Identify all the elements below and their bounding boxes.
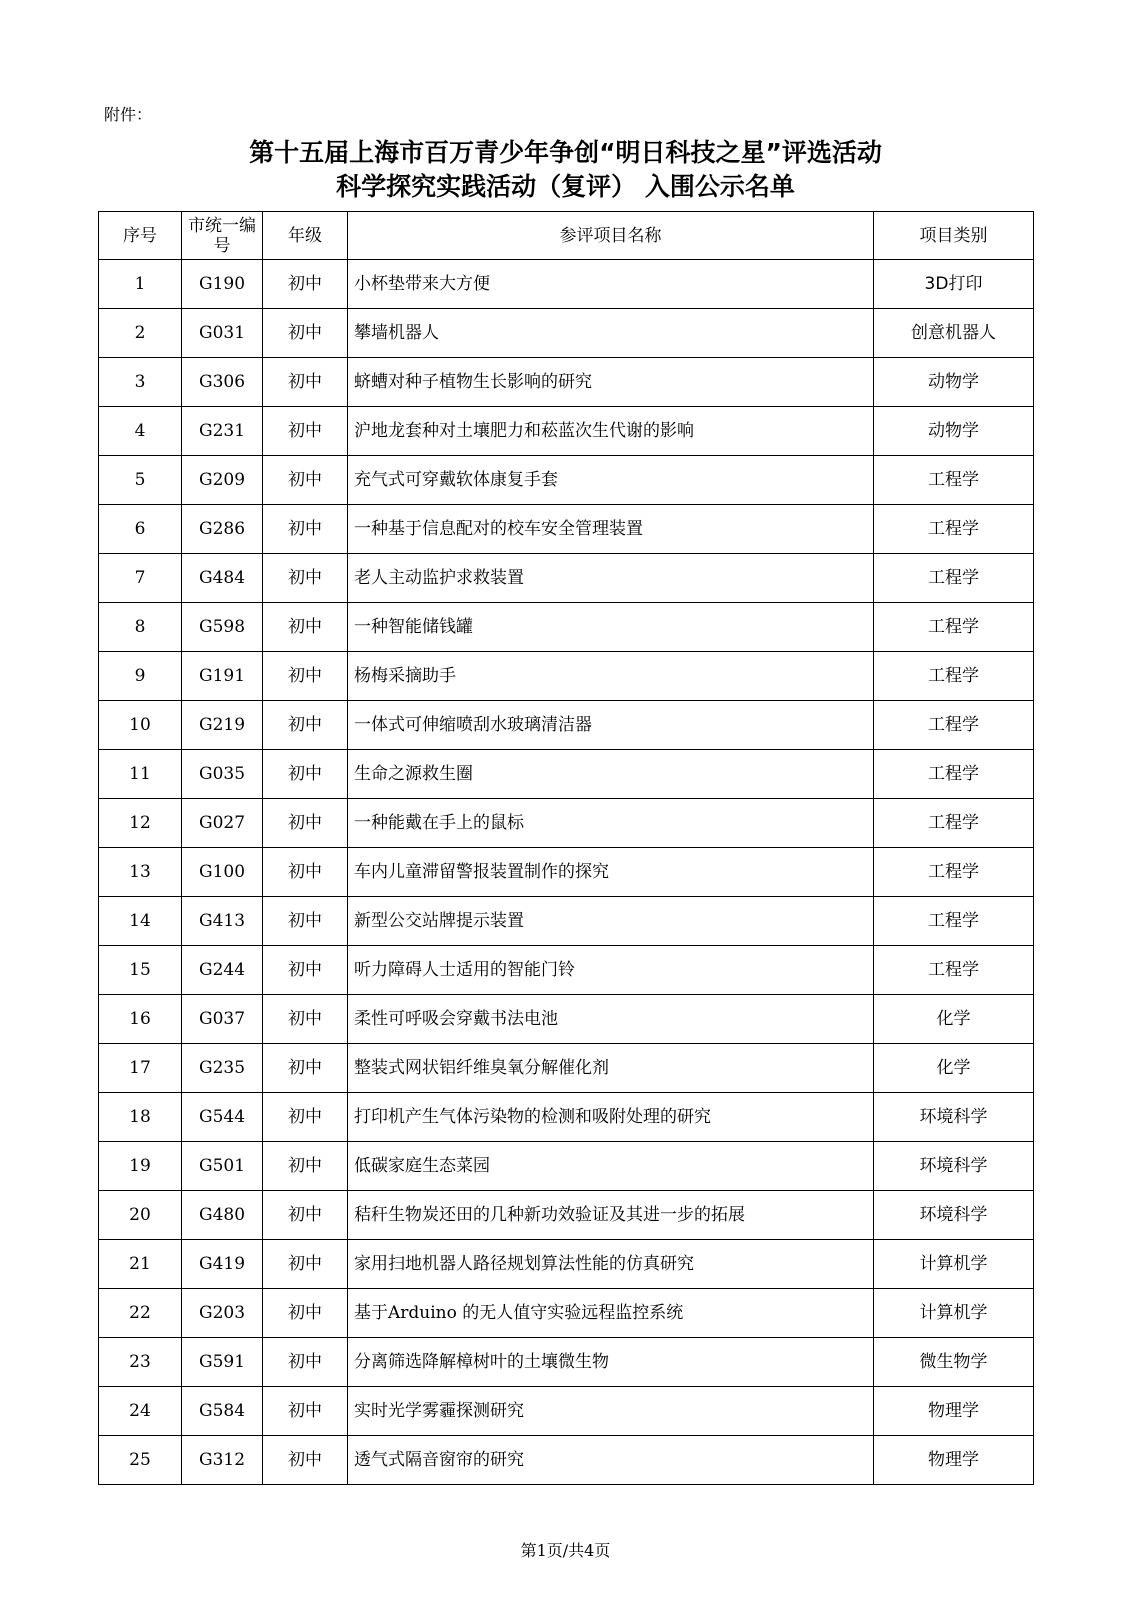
row-grade: 初中 — [263, 309, 348, 358]
row-code: G235 — [182, 1044, 263, 1093]
row-code: G219 — [182, 701, 263, 750]
row-project-name: 车内儿童滞留警报装置制作的探究 — [348, 848, 874, 897]
row-no: 22 — [99, 1289, 182, 1338]
document-subtitle: 科学探究实践活动（复评） 入围公示名单 — [336, 172, 795, 201]
row-project-name: 分离筛选降解樟树叶的土壤微生物 — [348, 1338, 874, 1387]
row-project-name: 打印机产生气体污染物的检测和吸附处理的研究 — [348, 1093, 874, 1142]
row-code: G035 — [182, 750, 263, 799]
row-no: 24 — [99, 1387, 182, 1436]
table-row — [99, 260, 1034, 309]
header-category: 项目类别 — [874, 212, 1034, 260]
row-category: 工程学 — [874, 456, 1034, 505]
row-grade: 初中 — [263, 1093, 348, 1142]
row-code: G209 — [182, 456, 263, 505]
row-grade: 初中 — [263, 652, 348, 701]
header-grade: 年级 — [263, 212, 348, 260]
row-code: G286 — [182, 505, 263, 554]
row-grade: 初中 — [263, 1240, 348, 1289]
row-project-name: 一体式可伸缩喷刮水玻璃清洁器 — [348, 701, 874, 750]
row-grade: 初中 — [263, 1142, 348, 1191]
attachment-label: 附件： — [104, 105, 153, 124]
document-title: 第十五届上海市百万青少年争创“明日科技之星”评选活动 — [249, 138, 882, 167]
table-body — [99, 260, 1034, 1485]
row-project-name: 攀墙机器人 — [348, 309, 874, 358]
row-grade: 初中 — [263, 995, 348, 1044]
row-no: 18 — [99, 1093, 182, 1142]
row-project-name: 一种基于信息配对的校车安全管理装置 — [348, 505, 874, 554]
row-code: G544 — [182, 1093, 263, 1142]
row-grade: 初中 — [263, 946, 348, 995]
row-project-name: 新型公交站牌提示装置 — [348, 897, 874, 946]
table-row — [99, 505, 1034, 554]
row-no: 1 — [99, 260, 182, 309]
row-code: G501 — [182, 1142, 263, 1191]
row-project-name: 生命之源救生圈 — [348, 750, 874, 799]
row-category: 工程学 — [874, 652, 1034, 701]
header-code: 市统一编号 — [182, 212, 263, 260]
row-code: G203 — [182, 1289, 263, 1338]
row-code: G312 — [182, 1436, 263, 1485]
row-no: 23 — [99, 1338, 182, 1387]
row-grade: 初中 — [263, 1387, 348, 1436]
row-no: 2 — [99, 309, 182, 358]
row-code: G100 — [182, 848, 263, 897]
row-code: G027 — [182, 799, 263, 848]
row-project-name: 充气式可穿戴软体康复手套 — [348, 456, 874, 505]
row-category: 计算机学 — [874, 1240, 1034, 1289]
row-no: 12 — [99, 799, 182, 848]
table-row — [99, 652, 1034, 701]
row-category: 环境科学 — [874, 1142, 1034, 1191]
row-project-name: 实时光学雾霾探测研究 — [348, 1387, 874, 1436]
row-grade: 初中 — [263, 358, 348, 407]
row-category: 化学 — [874, 995, 1034, 1044]
row-code: G484 — [182, 554, 263, 603]
row-no: 5 — [99, 456, 182, 505]
row-no: 13 — [99, 848, 182, 897]
row-no: 21 — [99, 1240, 182, 1289]
row-no: 11 — [99, 750, 182, 799]
row-code: G244 — [182, 946, 263, 995]
row-code: G037 — [182, 995, 263, 1044]
header-no: 序号 — [99, 212, 182, 260]
row-category: 3D打印 — [874, 260, 1034, 309]
row-project-name: 整装式网状铝纤维臭氧分解催化剂 — [348, 1044, 874, 1093]
row-grade: 初中 — [263, 799, 348, 848]
row-project-name: 秸秆生物炭还田的几种新功效验证及其进一步的拓展 — [348, 1191, 874, 1240]
row-code: G190 — [182, 260, 263, 309]
table-row — [99, 750, 1034, 799]
row-grade: 初中 — [263, 1338, 348, 1387]
row-project-name: 小杯垫带来大方便 — [348, 260, 874, 309]
row-grade: 初中 — [263, 260, 348, 309]
row-grade: 初中 — [263, 407, 348, 456]
table-row — [99, 799, 1034, 848]
table-row — [99, 946, 1034, 995]
row-code: G419 — [182, 1240, 263, 1289]
row-category: 动物学 — [874, 407, 1034, 456]
row-category: 动物学 — [874, 358, 1034, 407]
row-grade: 初中 — [263, 1436, 348, 1485]
table-row — [99, 1142, 1034, 1191]
table-row — [99, 456, 1034, 505]
row-project-name: 一种智能储钱罐 — [348, 603, 874, 652]
table-row — [99, 1240, 1034, 1289]
row-no: 14 — [99, 897, 182, 946]
table-row — [99, 1436, 1034, 1485]
table-row — [99, 1044, 1034, 1093]
row-no: 3 — [99, 358, 182, 407]
row-grade: 初中 — [263, 603, 348, 652]
row-no: 7 — [99, 554, 182, 603]
row-category: 工程学 — [874, 750, 1034, 799]
row-code: G191 — [182, 652, 263, 701]
row-code: G480 — [182, 1191, 263, 1240]
row-no: 20 — [99, 1191, 182, 1240]
row-category: 工程学 — [874, 946, 1034, 995]
row-category: 化学 — [874, 1044, 1034, 1093]
row-grade: 初中 — [263, 701, 348, 750]
row-grade: 初中 — [263, 1044, 348, 1093]
row-grade: 初中 — [263, 750, 348, 799]
row-no: 19 — [99, 1142, 182, 1191]
row-no: 4 — [99, 407, 182, 456]
row-category: 工程学 — [874, 848, 1034, 897]
row-project-name: 家用扫地机器人路径规划算法性能的仿真研究 — [348, 1240, 874, 1289]
row-grade: 初中 — [263, 1289, 348, 1338]
row-code: G584 — [182, 1387, 263, 1436]
row-category: 计算机学 — [874, 1289, 1034, 1338]
row-no: 25 — [99, 1436, 182, 1485]
table-row — [99, 995, 1034, 1044]
row-category: 物理学 — [874, 1387, 1034, 1436]
table-row — [99, 603, 1034, 652]
table-row — [99, 1289, 1034, 1338]
row-category: 工程学 — [874, 554, 1034, 603]
table-row — [99, 407, 1034, 456]
row-no: 10 — [99, 701, 182, 750]
row-no: 15 — [99, 946, 182, 995]
row-grade: 初中 — [263, 505, 348, 554]
table-row — [99, 554, 1034, 603]
table-row — [99, 1191, 1034, 1240]
row-no: 17 — [99, 1044, 182, 1093]
row-grade: 初中 — [263, 897, 348, 946]
row-project-name: 基于Arduino 的无人值守实验远程监控系统 — [348, 1289, 874, 1338]
row-code: G413 — [182, 897, 263, 946]
table-row — [99, 1338, 1034, 1387]
row-no: 16 — [99, 995, 182, 1044]
row-category: 工程学 — [874, 799, 1034, 848]
candidate-list-table — [98, 211, 1034, 1485]
row-project-name: 低碳家庭生态菜园 — [348, 1142, 874, 1191]
row-code: G031 — [182, 309, 263, 358]
row-category: 工程学 — [874, 897, 1034, 946]
table-row — [99, 309, 1034, 358]
row-no: 8 — [99, 603, 182, 652]
row-category: 环境科学 — [874, 1191, 1034, 1240]
row-project-name: 杨梅采摘助手 — [348, 652, 874, 701]
row-code: G598 — [182, 603, 263, 652]
table-row — [99, 358, 1034, 407]
row-category: 环境科学 — [874, 1093, 1034, 1142]
row-project-name: 柔性可呼吸会穿戴书法电池 — [348, 995, 874, 1044]
row-category: 创意机器人 — [874, 309, 1034, 358]
row-category: 物理学 — [874, 1436, 1034, 1485]
row-project-name: 透气式隔音窗帘的研究 — [348, 1436, 874, 1485]
row-grade: 初中 — [263, 848, 348, 897]
row-category: 工程学 — [874, 505, 1034, 554]
row-project-name: 沪地龙套种对土壤肥力和菘蓝次生代谢的影响 — [348, 407, 874, 456]
row-category: 工程学 — [874, 603, 1034, 652]
table-header-row — [99, 212, 1034, 260]
table-row — [99, 1093, 1034, 1142]
row-project-name: 一种能戴在手上的鼠标 — [348, 799, 874, 848]
row-grade: 初中 — [263, 456, 348, 505]
header-name: 参评项目名称 — [348, 212, 874, 260]
row-project-name: 蛴螬对种子植物生长影响的研究 — [348, 358, 874, 407]
row-project-name: 听力障碍人士适用的智能门铃 — [348, 946, 874, 995]
row-grade: 初中 — [263, 554, 348, 603]
row-category: 工程学 — [874, 701, 1034, 750]
page-number: 第1页/共4页 — [520, 1541, 611, 1560]
table-row — [99, 848, 1034, 897]
row-code: G306 — [182, 358, 263, 407]
row-project-name: 老人主动监护求救装置 — [348, 554, 874, 603]
row-category: 微生物学 — [874, 1338, 1034, 1387]
table-row — [99, 1387, 1034, 1436]
row-no: 9 — [99, 652, 182, 701]
row-grade: 初中 — [263, 1191, 348, 1240]
row-code: G591 — [182, 1338, 263, 1387]
table-row — [99, 701, 1034, 750]
row-code: G231 — [182, 407, 263, 456]
row-no: 6 — [99, 505, 182, 554]
table-row — [99, 897, 1034, 946]
